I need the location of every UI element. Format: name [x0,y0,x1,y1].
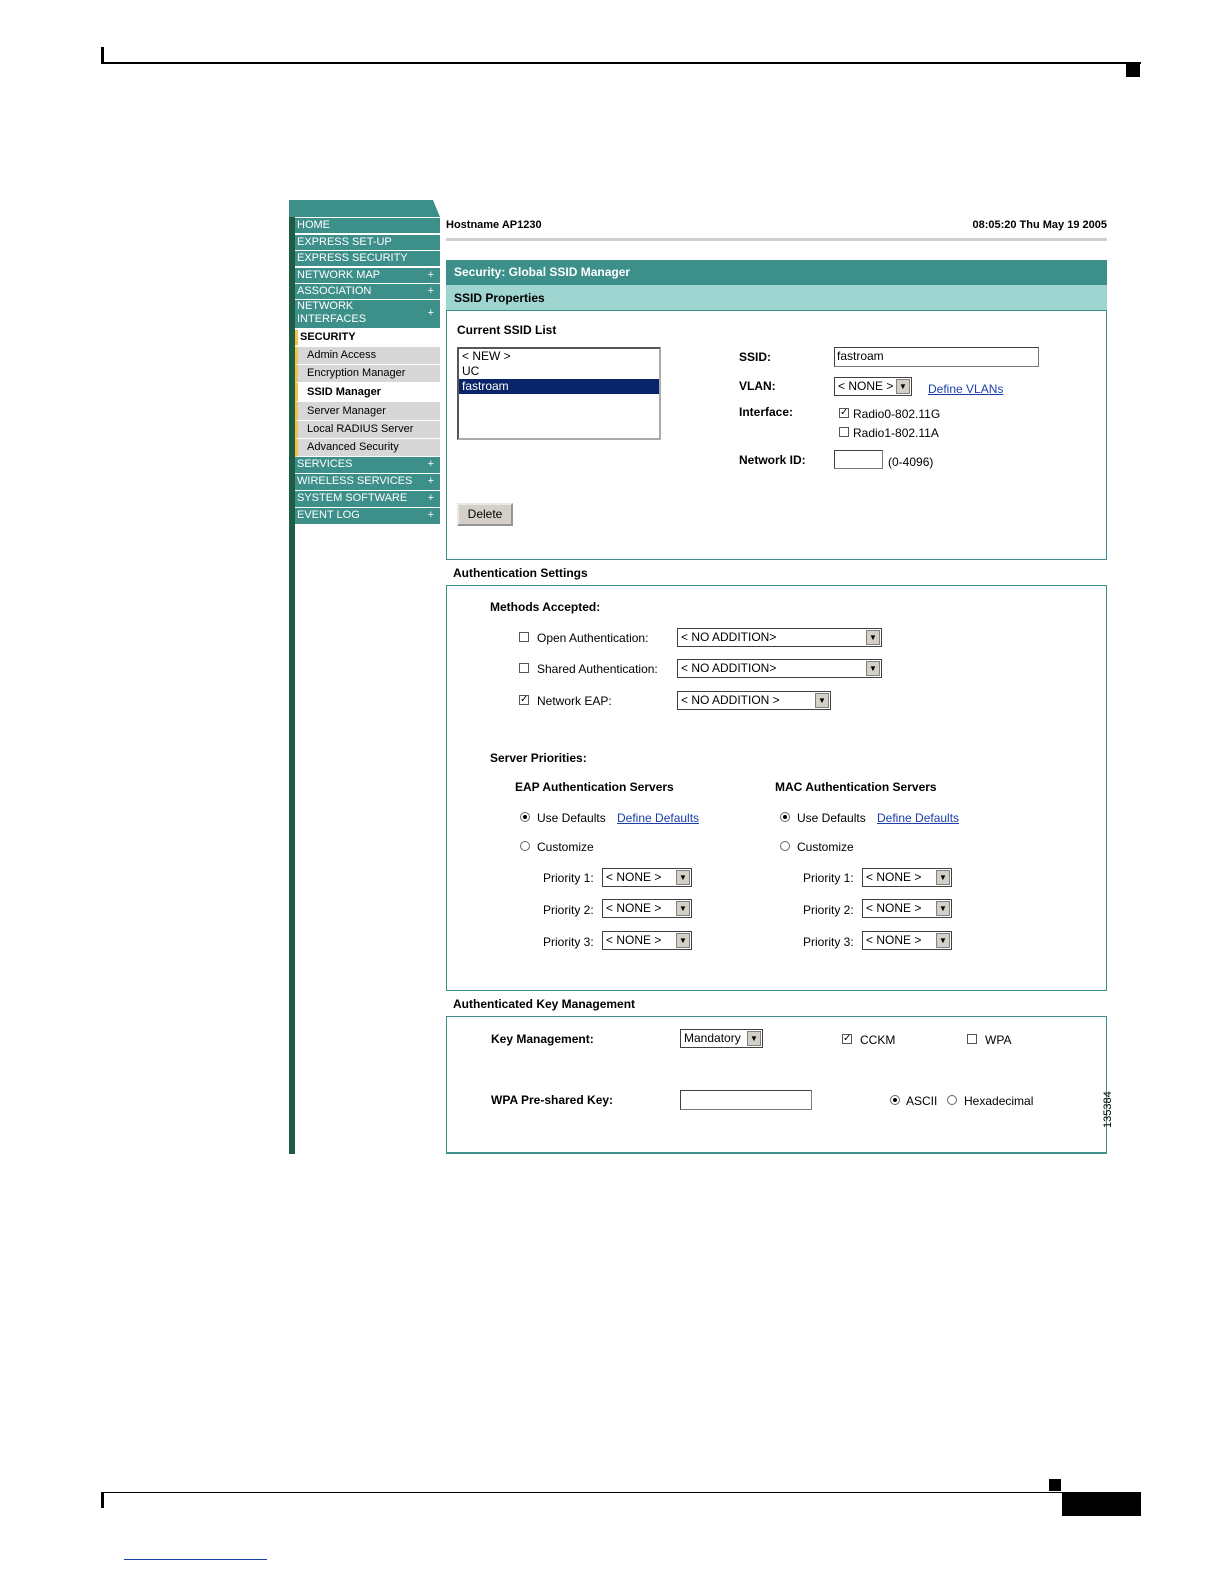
panel-bottom-rule [446,1152,1107,1154]
akm-header: Authenticated Key Management [446,990,1107,1017]
wpa-label: WPA [985,1033,1012,1047]
dropdown-arrow-icon: ▼ [815,693,829,708]
mac-servers-heading: MAC Authentication Servers [775,780,937,794]
nav-event-log[interactable] [295,508,440,525]
mac-use-defaults-radio[interactable] [780,812,790,822]
nav-wireless-services[interactable] [295,474,440,491]
open-auth-select-value: < NO ADDITION> [681,630,777,644]
ssid-properties-header: SSID Properties [446,285,1107,311]
wpa-checkbox[interactable] [967,1034,977,1044]
nav-security-label: SECURITY [300,331,356,343]
dropdown-arrow-icon: ▼ [747,1031,761,1046]
dropdown-arrow-icon: ▼ [936,901,950,916]
eap-priority2-select[interactable] [602,899,692,918]
nav-network-map[interactable] [295,268,440,284]
eap-priority1-value: < NONE > [606,870,662,884]
dropdown-arrow-icon: ▼ [936,933,950,948]
nav-home[interactable] [295,218,440,234]
mac-priority1-label: Priority 1: [803,871,854,885]
nav-admin-access-label: Admin Access [307,349,377,361]
nav-network-interfaces[interactable] [295,300,440,329]
mac-customize-radio[interactable] [780,841,790,851]
nav-local-radius-label: Local RADIUS Server [307,423,414,435]
datetime: 08:05:20 Thu May 19 2005 [972,219,1107,231]
footer-marker [1049,1479,1061,1491]
eap-customize-label: Customize [537,840,594,854]
nav-services[interactable] [295,457,440,474]
nav-association[interactable] [295,284,440,300]
define-vlans-link[interactable]: Define VLANs [928,382,1004,396]
hex-radio[interactable] [947,1095,957,1105]
delete-button[interactable]: Delete [457,503,513,526]
nav-network-interfaces-label-2: INTERFACES [297,313,367,325]
dropdown-arrow-icon: ▼ [676,901,690,916]
expand-icon: + [427,492,434,504]
eap-priority1-select[interactable] [602,868,692,887]
footer-rule [101,1492,1141,1493]
network-eap-checkbox[interactable]: ✓ [520,694,529,705]
figure-id: 135384 [1102,1091,1114,1128]
nav-advanced-security[interactable] [295,439,440,457]
mac-priority3-label: Priority 3: [803,935,854,949]
eap-priority3-label: Priority 3: [543,935,594,949]
ssid-listbox[interactable] [457,347,661,440]
ascii-label: ASCII [906,1094,938,1108]
nav-system-software[interactable] [295,491,440,508]
eap-use-defaults-radio[interactable] [520,812,530,822]
eap-priority1-label: Priority 1: [543,871,594,885]
nav-system-software-label: SYSTEM SOFTWARE [297,492,408,504]
expand-icon: + [427,475,434,487]
radio0-label: Radio0-802.11G [853,407,941,421]
dropdown-arrow-icon: ▼ [936,870,950,885]
nav-local-radius-server[interactable] [295,421,440,439]
footer-rule-left [101,1492,104,1508]
ssid-list-item-selected[interactable]: fastroam [459,379,659,394]
nav-home-label: HOME [297,219,330,231]
current-ssid-list-label: Current SSID List [457,323,557,337]
expand-icon: + [427,509,434,521]
dropdown-arrow-icon: ▼ [896,379,910,394]
open-auth-label: Open Authentication: [537,631,649,645]
mac-customize-label: Customize [797,840,854,854]
nav-admin-access[interactable] [295,347,440,365]
cckm-checkbox[interactable]: ✓ [843,1033,852,1044]
radio0-checkbox[interactable]: ✓ [840,407,849,418]
expand-icon: + [427,307,434,319]
nav-server-manager-label: Server Manager [307,405,386,417]
nav-express-setup[interactable] [295,235,440,251]
network-eap-select-value: < NO ADDITION > [681,693,780,707]
page-title: Security: Global SSID Manager [446,260,1107,285]
network-eap-label: Network EAP: [537,694,612,708]
expand-icon: + [427,458,434,470]
nav-express-security[interactable] [295,251,440,267]
hostname: Hostname AP1230 [446,219,542,231]
dropdown-arrow-icon: ▼ [866,661,880,676]
nav-express-setup-label: EXPRESS SET-UP [297,236,392,248]
shared-auth-label: Shared Authentication: [537,662,658,676]
eap-servers-heading: EAP Authentication Servers [515,780,674,794]
shared-auth-select[interactable] [677,659,882,678]
mac-priority2-label: Priority 2: [803,903,854,917]
network-id-range: (0-4096) [888,455,934,469]
nav-security[interactable] [295,330,440,346]
dropdown-arrow-icon: ▼ [676,870,690,885]
server-priorities-label: Server Priorities: [490,751,587,765]
nav-association-label: ASSOCIATION [297,285,372,297]
hex-label: Hexadecimal [964,1094,1034,1108]
vlan-select-value: < NONE > [838,379,894,393]
radio1-label: Radio1-802.11A [853,426,939,440]
key-management-value: Mandatory [684,1031,741,1045]
eap-priority2-value: < NONE > [606,901,662,915]
eap-priority2-label: Priority 2: [543,903,594,917]
ssid-list-item[interactable]: < NEW > [462,349,511,363]
nav-network-map-label: NETWORK MAP [297,269,381,281]
expand-icon: + [427,269,434,281]
ssid-list-item[interactable]: UC [462,364,480,378]
wpa-psk-label: WPA Pre-shared Key: [491,1093,614,1107]
nav-network-interfaces-label-1: NETWORK [297,300,354,312]
expand-icon: + [427,285,434,297]
mac-priority3-value: < NONE > [866,933,922,947]
nav-encryption-manager-label: Encryption Manager [307,367,406,379]
nav-encryption-manager[interactable] [295,365,440,383]
nav-advanced-security-label: Advanced Security [307,441,399,453]
eap-use-defaults-label: Use Defaults [537,811,606,825]
nav-ssid-manager-label: SSID Manager [307,386,381,398]
shared-auth-checkbox[interactable] [519,663,529,673]
mac-define-defaults-link[interactable]: Define Defaults [877,811,960,825]
header-rule [101,62,1141,64]
ssid-input[interactable]: fastroam [834,347,1039,367]
eap-define-defaults-link[interactable]: Define Defaults [617,811,700,825]
header-divider [446,238,1107,241]
dropdown-arrow-icon: ▼ [866,630,880,645]
network-id-label: Network ID: [739,453,806,467]
nav-express-security-label: EXPRESS SECURITY [297,252,408,264]
eap-customize-radio[interactable] [520,841,530,851]
mac-priority2-value: < NONE > [866,901,922,915]
nav-server-manager[interactable] [295,402,440,421]
dropdown-arrow-icon: ▼ [676,933,690,948]
mac-priority1-value: < NONE > [866,870,922,884]
vlan-select[interactable] [834,377,912,396]
mac-priority3-select[interactable] [862,931,952,950]
nav-wireless-services-label: WIRELESS SERVICES [297,475,413,487]
wpa-psk-input[interactable] [680,1090,812,1110]
eap-priority3-select[interactable] [602,931,692,950]
interface-label: Interface: [739,405,794,419]
nav-services-label: SERVICES [297,458,353,470]
ascii-radio[interactable] [890,1095,900,1105]
network-eap-select[interactable] [677,691,831,710]
key-management-select[interactable] [680,1029,763,1048]
mac-priority2-select[interactable] [862,899,952,918]
mac-priority1-select[interactable] [862,868,952,887]
cckm-label: CCKM [860,1033,896,1047]
page-number-block [1062,1492,1141,1516]
header-marker [1126,64,1140,77]
nav-ssid-manager[interactable] [295,383,440,402]
key-management-label: Key Management: [491,1032,594,1046]
eap-priority3-value: < NONE > [606,933,662,947]
nav-event-log-label: EVENT LOG [297,509,360,521]
mac-use-defaults-label: Use Defaults [797,811,866,825]
authentication-settings-header: Authentication Settings [446,559,1107,586]
vlan-label: VLAN: [739,379,776,393]
open-auth-select[interactable] [677,628,882,647]
shared-auth-select-value: < NO ADDITION> [681,661,777,675]
nav-tab [289,200,440,217]
methods-accepted-label: Methods Accepted: [490,600,601,614]
network-id-input[interactable] [834,450,883,469]
footer-link-rule [124,1559,267,1560]
radio1-checkbox[interactable] [839,427,849,437]
ssid-label: SSID: [739,350,772,364]
open-auth-checkbox[interactable] [519,632,529,642]
